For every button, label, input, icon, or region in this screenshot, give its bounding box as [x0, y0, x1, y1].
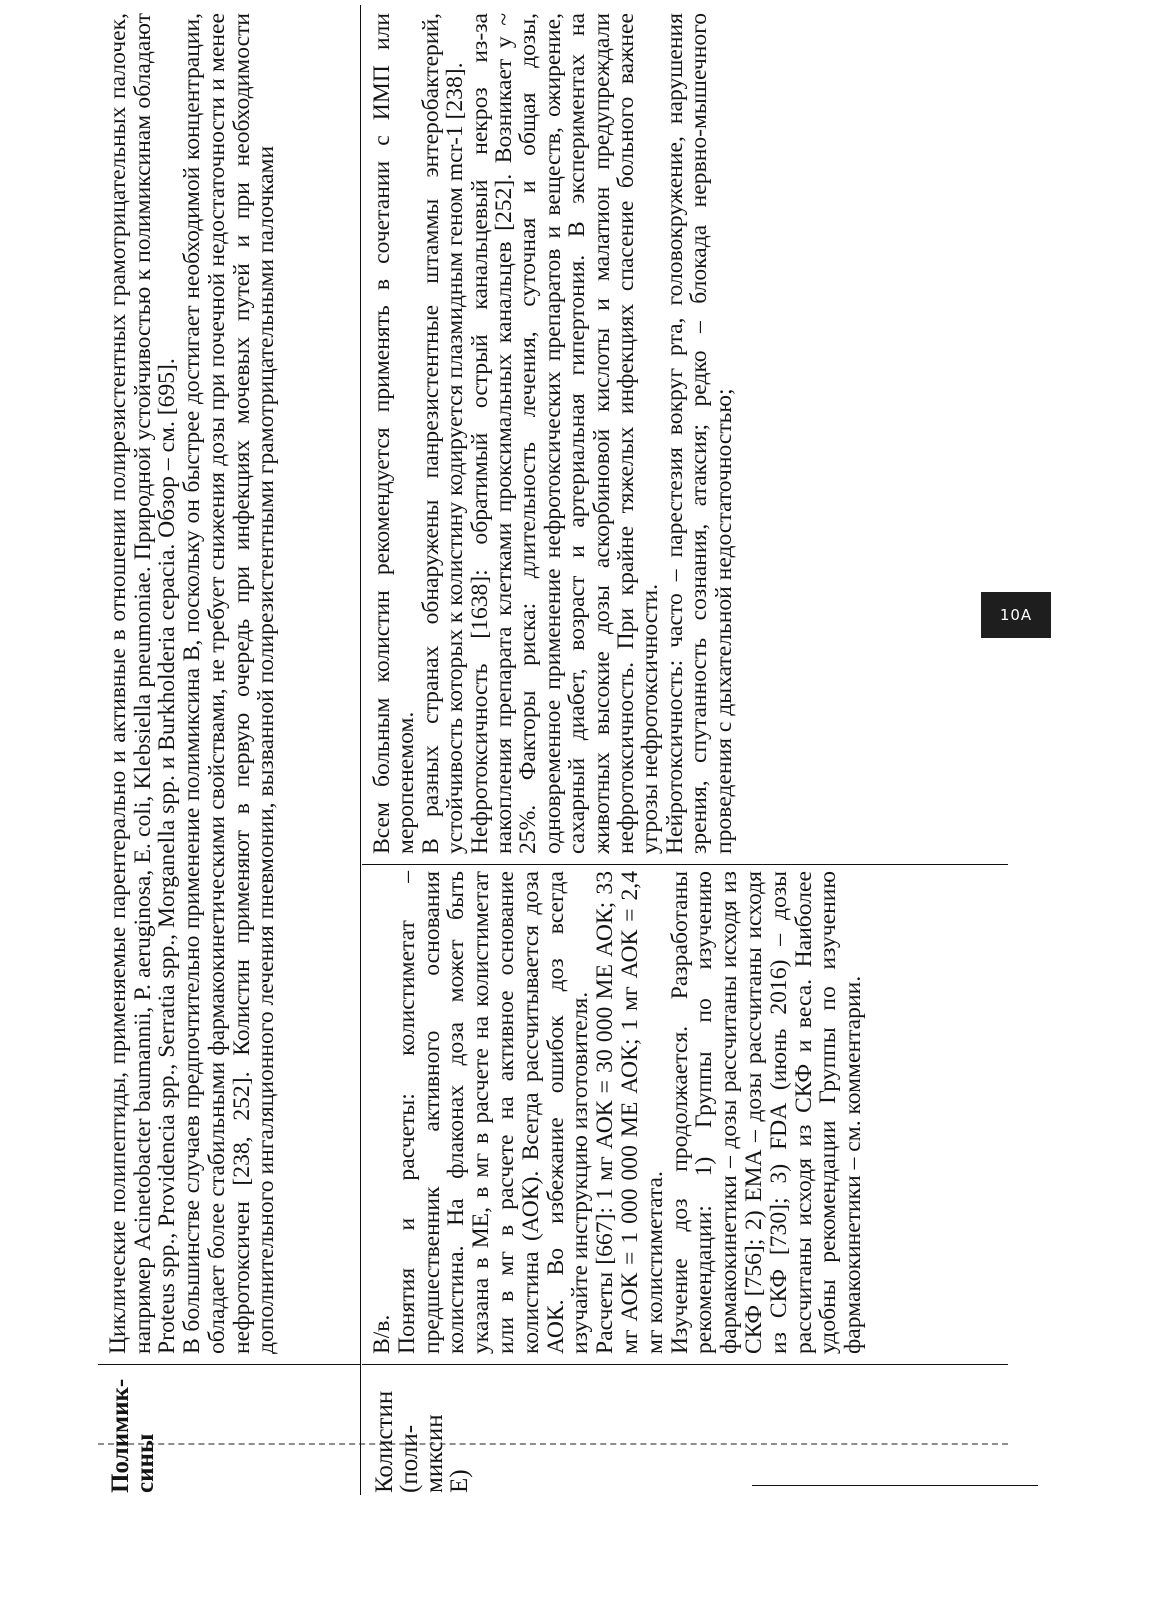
polymyxins-description-text: Циклические полипептиды, применяемые парентерально и активные в отношении полирезистентных грамотрицательных палочек, например Acinetobacter baumannii, P. aeruginosa, E. coli, Klebsiella pneumoniae. Природной устойчивостью к полимиксинам обладают Proteus spp., Providencia spp., Serratia spp., Morganella spp. и Burkholderia cepacia. Обзор – см. [695]. В большинстве случаев предпочтительно применение полимиксина В, поскольку он быстрее достигает необходимой концентрации, обладает более стабильными фармакокинетическими свойствами, не требует снижения дозы при почечной недостаточности и менее нефротоксичен [238, 252]. Колистин применяют в первую очередь при инфекциях мочевых путей и при необходимости дополнительного ингаляционного лечения пневмонии, вызванной полирезистентными грамотрицательными палочками [105, 13, 280, 1354]
section-tab-badge: 10А [981, 592, 1051, 638]
drug-name-polymyxins: Полимик- сины [107, 1378, 159, 1493]
colistin-dosing [362, 865, 1008, 1365]
table-row-polymyxins [98, 5, 360, 1505]
colistin-dosing-text: В/в. Понятия и расчеты: колистиметат – предшественник активного основания колистина. На флаконах доза может быть указана в МЕ, в мг в расчете на колистиметат или в мг в расчете на активное основание колистина (АОК). Всегда рассчитывается доза АОК. Во избежание ошибок доз всегда изучайте инструкцию изготовителя. Расчеты [667]: 1 мг АОК = 30 000 МЕ АОК; 33 мг АОК = 1 000 000 МЕ АОК; 1 мг АОК = 2,4 мг колистиметата. Изучение доз продолжается. Разработаны рекомендации: 1) Группы по изучению фармакокинетики – дозы рассчитаны исходя из СКФ [756]; 2) EMA – дозы рассчитаны исходя из СКФ [730]; 3) FDA (июнь 2016) – дозы рассчитаны исходя из СКФ и веса. Наиболее удобны рекомендации Группы по изучению фармакокинетики – см. комментарии. [369, 871, 867, 1354]
page-bottom-rule [752, 1485, 1038, 1486]
colistin-comments [362, 5, 1008, 865]
drug-name-colistin: Колистин (поли- миксин Е) [371, 1390, 473, 1493]
rotated-table [98, 5, 1008, 1505]
polymyxins-description [98, 5, 360, 1365]
row-divider [360, 5, 361, 1495]
table-row-colistin [362, 5, 1008, 1505]
colistin-comments-text: Всем больным колистин рекомендуется применять в сочетании с ИМП или меропенемом. В разных странах обнаружены панрезистентные штаммы энтеробактерий, устойчивость которых к колистину кодируется плазмидным геном mcr-1 [238]. Нефротоксичность [1638]: обратимый острый канальцевый некроз из-за накопления препарата клетками проксимальных канальцев [252]. Возникает у ~ 25%. Факторы риска: длительность лечения, суточная и общая дозы, одновременное применение нефротоксических препаратов и веществ, ожирение, сахарный диабет, возраст и артериальная гипертония. В экспериментах на животных высокие дозы аскорбиновой кислоты и малатион предупреждали нефротоксичность. При крайне тяжелых инфекциях спасение больного важнее угрозы нефротоксичности. Нейротоксичность: часто – парестезия вокруг рта, головокружение, нарушения зрения, спутанность сознания, атаксия; редко – блокада нервно-мышечного проведения с дыхательной недостаточностью; [369, 13, 737, 854]
